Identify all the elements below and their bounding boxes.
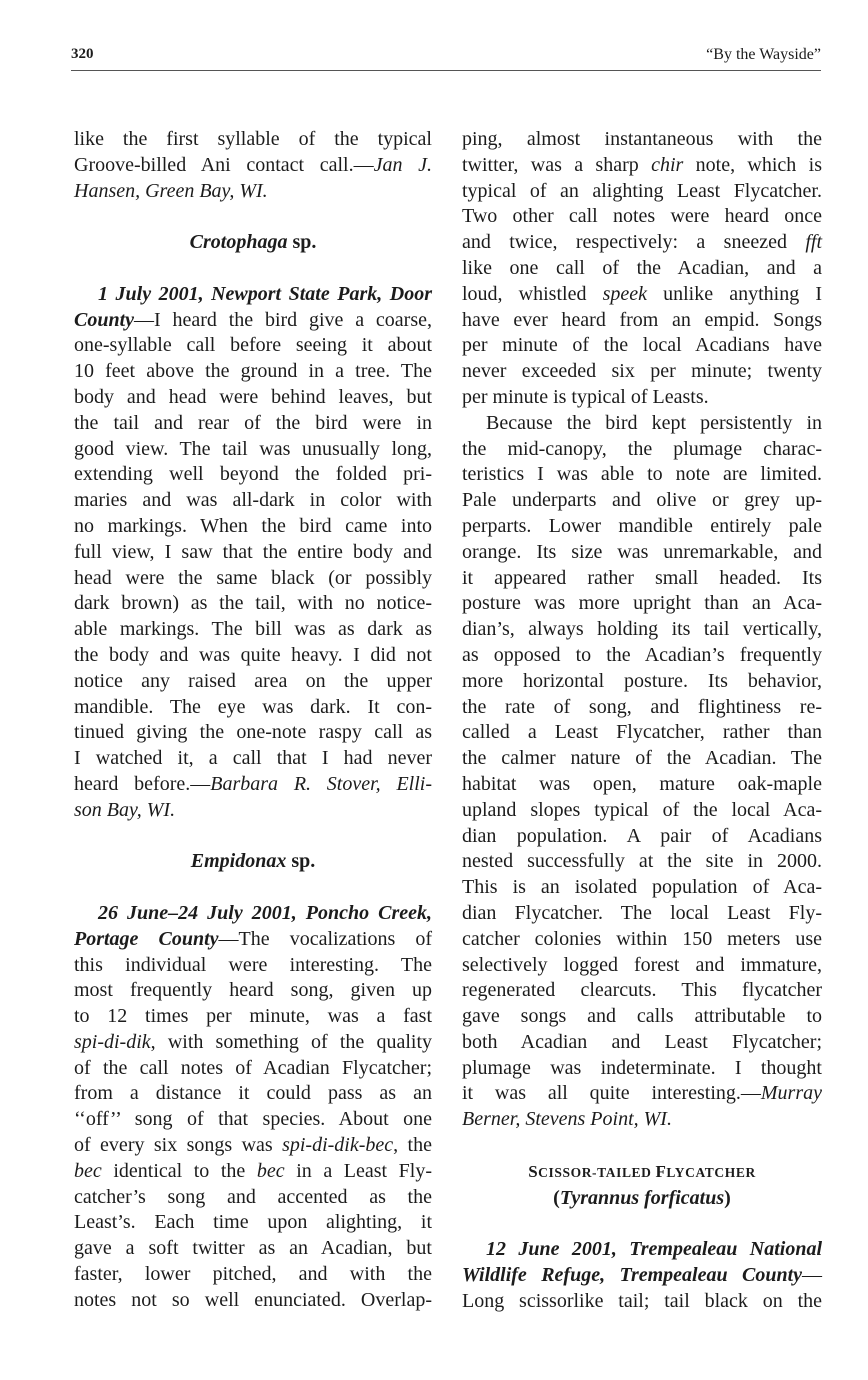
observation-date-location: 1 July 2001, Newport State Park, Door bbox=[98, 282, 432, 305]
text-line: from a distance it could pass as an bbox=[74, 1082, 432, 1105]
text-line: typical of an alighting Least Flycatcher. bbox=[462, 179, 822, 202]
text-line: it appeared rather small headed. Its bbox=[462, 566, 822, 589]
text-line: Long scissorlike tail; tail black on the bbox=[462, 1289, 822, 1312]
text-line: gave songs and calls attributable to bbox=[462, 1005, 822, 1028]
text-line: bec identical to the bec in a Least Fly- bbox=[74, 1159, 432, 1182]
text-line: twitter, was a sharp chir note, which is bbox=[462, 153, 822, 176]
text-line: extending well beyond the folded pri- bbox=[74, 463, 432, 486]
author-signature: Murray bbox=[760, 1082, 822, 1105]
text-line: spi-di-dik, with something of the quality bbox=[74, 1030, 432, 1053]
text-line: to 12 times per minute, was a fast bbox=[74, 1005, 432, 1028]
text-line: and twice, respectively: a sneezed fft bbox=[462, 231, 822, 254]
text-line: Groove-billed Ani contact call.—Jan J. bbox=[74, 153, 432, 176]
text-line: full view, I saw that the entire body and bbox=[74, 540, 432, 563]
text-line: notice any raised area on the upper bbox=[74, 669, 432, 692]
text-line: maries and was all-dark in color with bbox=[74, 489, 432, 512]
text-line: Because the bird kept persistently in bbox=[486, 411, 822, 434]
observation-date-location: 12 June 2001, Trempealeau National bbox=[486, 1238, 822, 1261]
text-line: one-syllable call before seeing it about bbox=[74, 334, 432, 357]
page-header bbox=[71, 44, 821, 71]
text-line: like the first syllable of the typical bbox=[74, 128, 432, 150]
text-line: ping, almost instantaneous with the bbox=[462, 128, 822, 150]
author-signature: Hansen, Green Bay, WI. bbox=[74, 179, 268, 202]
left-column bbox=[74, 127, 432, 1314]
text-line: orange. Its size was unremarkable, and bbox=[462, 540, 822, 563]
text-line: catcher’s song and accented as the bbox=[74, 1185, 432, 1208]
text-line: Least’s. Each time upon alighting, it bbox=[74, 1211, 432, 1234]
species-name: (Tyrannus forficatus) bbox=[553, 1186, 731, 1209]
text-line: upland slopes typical of the local Aca- bbox=[462, 798, 822, 821]
text-line: gave a soft twitter as an Acadian, but bbox=[74, 1237, 432, 1260]
text-line: catcher colonies within 150 meters use bbox=[462, 927, 822, 950]
section-heading-empidonax: Empidonax sp. bbox=[190, 850, 316, 873]
text-line: I watched it, a call that I had never bbox=[74, 747, 432, 770]
text-line: the mid-canopy, the plumage charac- bbox=[462, 437, 822, 460]
text-line: dian’s, always holding its tail vertically, bbox=[462, 618, 822, 641]
text-line: most frequently heard song, given up bbox=[74, 979, 432, 1002]
observation-date-location: 26 June–24 July 2001, Poncho Creek, bbox=[98, 901, 432, 924]
text-line: dian population. A pair of Acadians bbox=[462, 824, 822, 847]
text-line: able markings. The bill was as dark as bbox=[74, 618, 432, 641]
text-line: body and head were behind leaves, but bbox=[74, 385, 432, 408]
text-line: more horizontal posture. Its behavior, bbox=[462, 669, 822, 692]
author-signature: Berner, Stevens Point, WI. bbox=[462, 1108, 672, 1131]
text-line: this individual were interesting. The bbox=[74, 953, 432, 976]
text-line: the rate of song, and flightiness re- bbox=[462, 695, 822, 718]
section-heading-crotophaga: Crotophaga sp. bbox=[189, 231, 317, 254]
text-line: perparts. Lower mandible entirely pale bbox=[462, 514, 822, 537]
text-line: heard before.—Barbara R. Stover, Elli- bbox=[74, 772, 432, 795]
observation-date-location: Wildlife Refuge, Trempealeau County— bbox=[462, 1264, 822, 1287]
text-line: the body and was quite heavy. I did not bbox=[74, 643, 432, 666]
text-line: 10 feet above the ground in a tree. The bbox=[74, 360, 432, 383]
author-signature: Jan J. bbox=[373, 153, 432, 176]
right-column bbox=[462, 127, 822, 1315]
text-line: mandible. The eye was dark. It con- bbox=[74, 695, 432, 718]
text-line: as opposed to the Acadian’s frequently bbox=[462, 643, 822, 666]
text-line: it was all quite interesting.—Murray bbox=[462, 1082, 822, 1105]
text-line: per minute is typical of Leasts. bbox=[462, 385, 709, 408]
text-line: no markings. When the bird came into bbox=[74, 514, 432, 537]
text-line: selectively logged forest and immature, bbox=[462, 953, 822, 976]
text-line: of the call notes of Acadian Flycatcher; bbox=[74, 1056, 432, 1079]
text-line: the tail and rear of the bird were in bbox=[74, 411, 432, 434]
text-line: the calmer nature of the Acadian. The bbox=[462, 747, 822, 770]
text-line: loud, whistled speek unlike anything I bbox=[462, 282, 822, 305]
text-line: County—I heard the bird give a coarse, bbox=[74, 308, 432, 331]
text-line: Two other call notes were heard once bbox=[462, 205, 822, 228]
text-line: plumage was indeterminate. I thought bbox=[462, 1056, 822, 1079]
text-line: Pale underparts and olive or grey up- bbox=[462, 489, 822, 512]
text-line: teristics I was able to note are limited. bbox=[462, 463, 822, 486]
text-line: of every six songs was spi-di-dik-bec, the bbox=[74, 1134, 432, 1157]
text-line: faster, lower pitched, and with the bbox=[74, 1263, 432, 1286]
section-heading-scissor-tailed-flycatcher: SCISSOR-TAILED FLYCATCHER bbox=[528, 1161, 756, 1181]
text-line: dark brown) as the tail, with no notice- bbox=[74, 592, 432, 615]
running-head: “By the Wayside” bbox=[706, 46, 821, 63]
text-line: regenerated clearcuts. This flycatcher bbox=[462, 979, 822, 1002]
text-line: ‘‘off’’ song of that species. About one bbox=[74, 1108, 432, 1131]
text-line: per minute of the local Acadians have bbox=[462, 334, 822, 357]
text-line: Portage County—The vocalizations of bbox=[74, 927, 432, 950]
text-line: like one call of the Acadian, and a bbox=[462, 256, 822, 279]
text-line: habitat was open, mature oak-maple bbox=[462, 772, 822, 795]
text-line: notes not so well enunciated. Overlap- bbox=[74, 1288, 432, 1311]
text-line: never exceeded six per minute; twenty bbox=[462, 360, 822, 383]
text-line: good view. The tail was unusually long, bbox=[74, 437, 432, 460]
text-line: dian Flycatcher. The local Least Fly- bbox=[462, 901, 822, 924]
text-line: have ever heard from an empid. Songs bbox=[462, 308, 822, 331]
text-line: posture was more upright than an Aca- bbox=[462, 592, 822, 615]
author-signature: Barbara R. Stover, Elli- bbox=[210, 772, 432, 795]
text-line: nested successfully at the site in 2000. bbox=[462, 850, 822, 873]
author-signature: son Bay, WI. bbox=[74, 798, 176, 821]
text-line: called a Least Flycatcher, rather than bbox=[462, 721, 822, 744]
text-line: both Acadian and Least Flycatcher; bbox=[462, 1030, 822, 1053]
page-number: 320 bbox=[71, 46, 94, 62]
text-line: This is an isolated population of Aca- bbox=[462, 876, 822, 899]
text-line: head were the same black (or possibly bbox=[74, 566, 432, 589]
text-line: tinued giving the one-note raspy call as bbox=[74, 721, 432, 744]
